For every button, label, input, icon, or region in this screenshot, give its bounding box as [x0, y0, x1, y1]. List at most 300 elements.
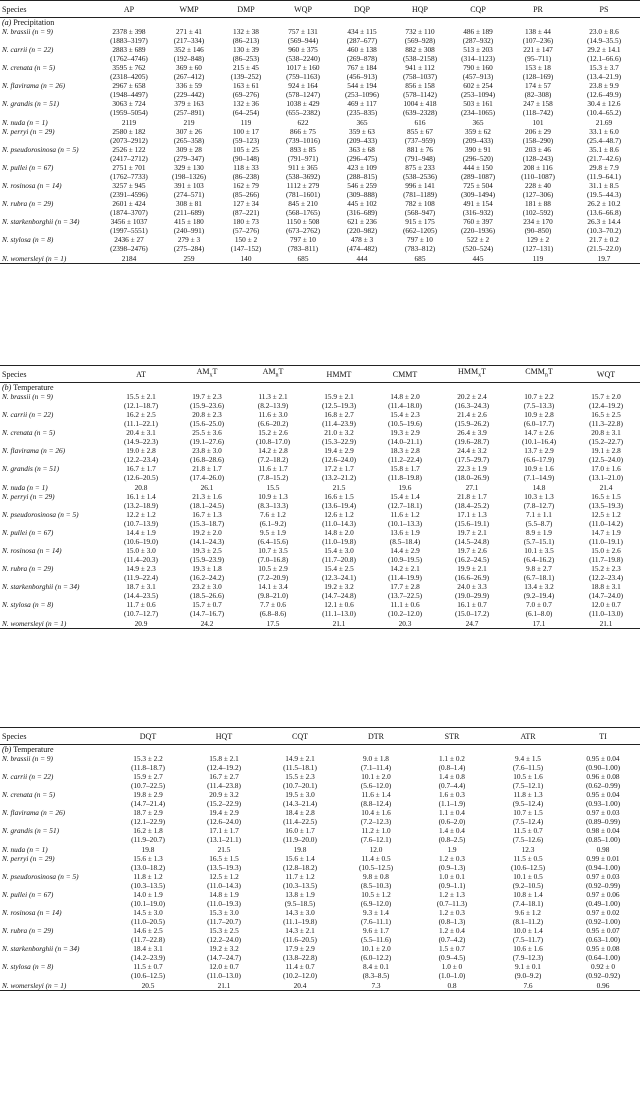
- range-cell: (6.8–8.6): [259, 609, 287, 618]
- mean-cell: 15.6 ± 1.3: [133, 854, 163, 863]
- mean-cell: 757 ± 131: [288, 27, 318, 36]
- range-cell: (569–944): [287, 36, 319, 45]
- table-row: [0, 772, 640, 781]
- mean-cell: 0.92 ± 0: [590, 962, 616, 971]
- mean-cell: 10.0 ± 1.4: [513, 926, 543, 935]
- range-cell: (12.6–49.9): [586, 90, 622, 99]
- column-header: DQP: [353, 4, 370, 14]
- mean-cell: 15.4 ± 2.5: [324, 564, 354, 573]
- mean-cell: 180 ± 73: [233, 217, 259, 226]
- table-header-row: [0, 728, 640, 745]
- mean-cell: 101: [532, 117, 544, 127]
- range-cell: (15.9–23.9): [189, 555, 225, 564]
- species-name: N. carrii (n = 22): [2, 45, 54, 54]
- mean-cell: 10.1 ± 2.0: [361, 944, 391, 953]
- table-row: [0, 944, 640, 953]
- range-cell: (8.3–8.5): [362, 971, 390, 980]
- mean-cell: 14.9 ± 2.1: [285, 754, 315, 763]
- mean-cell: 10.5 ± 1.6: [513, 772, 543, 781]
- range-row: [0, 136, 640, 145]
- range-cell: (15.6–19.1): [454, 519, 490, 528]
- range-cell: (217–334): [173, 36, 205, 45]
- mean-cell: 2526 ± 122: [112, 145, 146, 154]
- table-header-row: [0, 366, 640, 383]
- range-cell: (791–948): [404, 154, 436, 163]
- range-cell: (127–306): [522, 190, 554, 199]
- range-cell: (520–524): [462, 244, 494, 253]
- range-cell: (25.4–48.7): [586, 136, 622, 145]
- mean-cell: 996 ± 141: [405, 181, 435, 190]
- column-header: AP: [123, 4, 135, 14]
- range-row: [0, 437, 640, 446]
- range-cell: (0.8–1.3): [438, 917, 466, 926]
- mean-cell: 14.3 ± 3.0: [285, 908, 315, 917]
- mean-cell: 12.3: [521, 844, 535, 854]
- range-cell: (192–848): [173, 54, 205, 63]
- mean-cell: 31.1 ± 8.5: [589, 181, 619, 190]
- range-cell: (15.3–18.7): [189, 519, 225, 528]
- range-cell: (13.2–18.9): [123, 501, 159, 510]
- species-name: N. starkenborghii (n = 34): [2, 217, 80, 226]
- range-cell: (11.0–14.2): [589, 519, 623, 528]
- range-cell: (10.1–16.4): [521, 437, 557, 446]
- species-name: N. crenata (n = 5): [2, 790, 56, 799]
- empty-cell: [0, 154, 98, 163]
- table-row: [0, 235, 640, 244]
- range-cell: (538–3692): [285, 172, 321, 181]
- range-row: [0, 971, 640, 980]
- mean-cell: 2436 ± 27: [114, 235, 144, 244]
- column-header: DTR: [368, 731, 384, 741]
- range-cell: (673–2762): [285, 226, 321, 235]
- mean-cell: 279 ± 3: [177, 235, 201, 244]
- range-cell: (474–482): [346, 244, 378, 253]
- range-row: [0, 72, 640, 81]
- range-cell: (14.9–22.3): [123, 437, 159, 446]
- range-cell: (7.5–12.6): [512, 835, 544, 844]
- mean-cell: 767 ± 184: [347, 63, 377, 72]
- mean-cell: 30.4 ± 12.6: [587, 99, 621, 108]
- section-letter: (a): [2, 18, 12, 27]
- table-row: [0, 482, 640, 492]
- table-row: [0, 510, 640, 519]
- mean-cell: 26.2 ± 10.2: [587, 199, 621, 208]
- species-name: N. flavirama (n = 26): [2, 446, 66, 455]
- mean-cell: 29.8 ± 7.9: [589, 163, 619, 172]
- species-name: N. rubra (n = 29): [2, 926, 54, 935]
- mean-cell: 17.9 ± 2.9: [285, 944, 315, 953]
- range-cell: (0.94–1.00): [585, 863, 621, 872]
- table-row: [0, 99, 640, 108]
- mean-cell: 363 ± 68: [349, 145, 375, 154]
- mean-cell: 11.8 ± 1.2: [133, 872, 163, 881]
- mean-cell: 308 ± 81: [176, 199, 202, 208]
- range-cell: (2417–2712): [110, 154, 148, 163]
- mean-cell: 100 ± 17: [233, 127, 259, 136]
- range-row: [0, 455, 640, 464]
- range-cell: (783–811): [287, 244, 319, 253]
- mean-cell: 797 ± 10: [290, 235, 316, 244]
- range-cell: (6.4–15.6): [257, 537, 289, 546]
- range-cell: (13.6–19.4): [321, 501, 357, 510]
- range-cell: (10.7–22.5): [130, 781, 166, 790]
- range-cell: (12.6–20.5): [123, 473, 159, 482]
- species-name: N. womersleyi (n = 1): [2, 980, 67, 990]
- range-cell: (6.1–9.2): [259, 519, 287, 528]
- mean-cell: 13.6 ± 1.9: [390, 528, 420, 537]
- mean-cell: 16.2 ± 2.5: [126, 410, 156, 419]
- range-cell: (13.5–19.3): [206, 863, 242, 872]
- mean-cell: 23.0 ± 8.6: [589, 27, 619, 36]
- mean-cell: 14.6 ± 2.5: [133, 926, 163, 935]
- empty-cell: [0, 172, 98, 181]
- section-title: Precipitation: [13, 18, 55, 27]
- range-cell: (7.1–11.4): [360, 763, 392, 772]
- range-row: [0, 799, 640, 808]
- range-cell: (0.9–1.3): [438, 863, 466, 872]
- range-cell: (309–1494): [460, 190, 496, 199]
- range-cell: (5.7–15.1): [523, 537, 555, 546]
- column-header: HMMT: [326, 369, 352, 379]
- range-cell: (316–689): [346, 208, 378, 217]
- range-cell: (59–123): [232, 136, 260, 145]
- range-cell: (11.0–13.0): [207, 971, 241, 980]
- mean-cell: 911 ± 365: [288, 163, 318, 172]
- mean-cell: 10.7 ± 1.5: [513, 808, 543, 817]
- range-cell: (1762–4746): [110, 54, 148, 63]
- range-cell: (19.6–28.7): [454, 437, 490, 446]
- species-name: N. rosinosa (n = 14): [2, 908, 62, 917]
- range-cell: (289–1087): [460, 172, 496, 181]
- empty-cell: [0, 419, 108, 428]
- empty-cell: [0, 473, 108, 482]
- species-name: N. brassii (n = 9): [2, 754, 53, 763]
- mean-cell: 15.2 ± 2.3: [591, 564, 621, 573]
- range-cell: (64–254): [232, 108, 260, 117]
- mean-cell: 221 ± 147: [523, 45, 553, 54]
- range-cell: (10.4–65.2): [586, 108, 622, 117]
- mean-cell: 20.4: [293, 980, 307, 990]
- species-name: N. rubra (n = 29): [2, 199, 54, 208]
- range-cell: (783–812): [404, 244, 436, 253]
- range-cell: (14.9–35.5): [586, 36, 622, 45]
- mean-cell: 7.1 ± 1.1: [526, 510, 552, 519]
- section-letter: (b): [2, 383, 12, 392]
- mean-cell: 21.5: [332, 482, 346, 492]
- species-name: N. womersleyi (n = 1): [2, 618, 67, 628]
- empty-cell: [0, 899, 110, 908]
- range-cell: (655–2382): [285, 108, 321, 117]
- range-cell: (7.6–11.5): [512, 763, 544, 772]
- mean-cell: 11.4 ± 0.7: [285, 962, 315, 971]
- range-cell: (6.1–8.0): [525, 609, 553, 618]
- table-row: [0, 81, 640, 90]
- range-cell: (229–442): [173, 90, 205, 99]
- mean-cell: 11.5 ± 0.7: [133, 962, 163, 971]
- mean-cell: 1.2 ± 0.3: [439, 908, 465, 917]
- range-cell: (13.7–22.5): [387, 591, 423, 600]
- range-cell: (11.5–18.1): [283, 763, 317, 772]
- range-row: [0, 609, 640, 618]
- range-row: [0, 935, 640, 944]
- range-cell: (538–2158): [402, 54, 438, 63]
- range-cell: (14.5–24.8): [454, 537, 490, 546]
- mean-cell: 35.1 ± 8.6: [589, 145, 619, 154]
- mean-cell: 21.3 ± 1.6: [192, 492, 222, 501]
- range-cell: (12.2–23.4): [123, 455, 159, 464]
- range-cell: (309–888): [346, 190, 378, 199]
- mean-cell: 10.5 ± 2.9: [258, 564, 288, 573]
- mean-cell: 12.5 ± 1.2: [209, 872, 239, 881]
- mean-cell: 174 ± 57: [525, 81, 551, 90]
- mean-cell: 24.2: [200, 618, 214, 628]
- mean-cell: 14.3 ± 2.1: [285, 926, 315, 935]
- mean-cell: 12.5 ± 1.2: [591, 510, 621, 519]
- range-cell: (6.6–20.2): [257, 419, 289, 428]
- mean-cell: 3595 ± 762: [112, 63, 146, 72]
- mean-cell: 16.7 ± 2.7: [209, 772, 239, 781]
- column-header: WMP: [179, 4, 199, 14]
- empty-cell: [0, 835, 110, 844]
- mean-cell: 10.9 ± 1.3: [258, 492, 288, 501]
- range-cell: (16.2–24.5): [454, 555, 490, 564]
- range-cell: (86–213): [232, 36, 260, 45]
- range-cell: (209–433): [346, 136, 378, 145]
- range-cell: (16.8–28.6): [189, 455, 225, 464]
- range-cell: (12.6–24.0): [321, 455, 357, 464]
- species-name: N. flavirama (n = 26): [2, 808, 66, 817]
- range-cell: (1762–7733): [110, 172, 148, 181]
- mean-cell: 16.6 ± 1.5: [324, 492, 354, 501]
- mean-cell: 790 ± 160: [463, 63, 493, 72]
- mean-cell: 14.7 ± 1.9: [591, 528, 621, 537]
- range-cell: (267–412): [173, 72, 205, 81]
- empty-cell: [0, 573, 108, 582]
- mean-cell: 19.9 ± 2.1: [457, 564, 487, 573]
- range-cell: (1.1–1.9): [438, 799, 466, 808]
- mean-cell: 491 ± 154: [463, 199, 493, 208]
- mean-cell: 10.3 ± 1.3: [524, 492, 554, 501]
- range-cell: (10.7–12.7): [123, 609, 159, 618]
- range-cell: (102–592): [522, 208, 554, 217]
- mean-cell: 127 ± 34: [233, 199, 259, 208]
- mean-cell: 21.5: [217, 844, 231, 854]
- mean-cell: 9.1 ± 0.1: [515, 962, 541, 971]
- column-header: HQT: [215, 731, 233, 741]
- range-cell: (14.7–24.7): [206, 953, 242, 962]
- range-cell: (10.2–12.0): [387, 609, 423, 618]
- range-cell: (10.3–13.5): [130, 881, 166, 890]
- range-cell: (7.9–12.3): [512, 953, 544, 962]
- table-row: [0, 45, 640, 54]
- mean-cell: 24.0 ± 3.3: [457, 582, 487, 591]
- range-cell: (12.1–18.7): [123, 401, 159, 410]
- mean-cell: 14.8 ± 2.0: [324, 528, 354, 537]
- column-header: PR: [533, 4, 543, 14]
- mean-cell: 19.7 ± 2.1: [457, 528, 487, 537]
- range-cell: (11.4–23.8): [207, 781, 241, 790]
- mean-cell: 379 ± 163: [174, 99, 204, 108]
- mean-cell: 0.98: [596, 844, 610, 854]
- mean-cell: 15.0 ± 3.0: [126, 546, 156, 555]
- mean-cell: 11.3 ± 2.1: [258, 392, 288, 401]
- range-row: [0, 154, 640, 163]
- range-cell: (0.7–4.2): [438, 935, 466, 944]
- species-name: N. stylosa (n = 8): [2, 600, 54, 609]
- range-cell: (7.5–13.3): [523, 401, 555, 410]
- empty-cell: [0, 799, 110, 808]
- mean-cell: 20.3: [398, 618, 412, 628]
- range-cell: (7.5–11.7): [512, 935, 544, 944]
- range-cell: (14.7–24.0): [588, 591, 624, 600]
- mean-cell: 206 ± 29: [525, 127, 551, 136]
- mean-cell: 602 ± 254: [463, 81, 493, 90]
- range-row: [0, 244, 640, 253]
- mean-cell: 3456 ± 1037: [110, 217, 148, 226]
- mean-cell: 12.0: [369, 844, 383, 854]
- mean-cell: 1112 ± 279: [286, 181, 320, 190]
- mean-cell: 9.6 ± 1.2: [515, 908, 541, 917]
- range-cell: (12.7–18.1): [387, 501, 423, 510]
- mean-cell: 365: [472, 117, 484, 127]
- mean-cell: 622: [297, 117, 309, 127]
- mean-cell: 1.2 ± 0.3: [439, 854, 465, 863]
- mean-cell: 13.8 ± 1.9: [285, 890, 315, 899]
- mean-cell: 0.8: [447, 980, 457, 990]
- range-cell: (10.6–12.5): [510, 863, 546, 872]
- mean-cell: 10.9 ± 2.8: [524, 410, 554, 419]
- range-cell: (8.5–10.3): [360, 881, 392, 890]
- mean-cell: 0.96 ± 0.08: [586, 772, 620, 781]
- table-body: [0, 745, 640, 991]
- mean-cell: 445: [472, 253, 484, 263]
- range-cell: (10.7–13.9): [123, 519, 159, 528]
- species-name: N. nuda (n = 1): [2, 844, 48, 854]
- mean-cell: 0.99 ± 0.01: [586, 854, 620, 863]
- mean-cell: 16.7 ± 1.7: [126, 464, 156, 473]
- column-header: $HMM_xT$: [458, 367, 486, 379]
- section-label: [0, 383, 640, 393]
- range-cell: (14.2–23.9): [130, 953, 166, 962]
- mean-cell: 15.4 ± 1.4: [390, 492, 420, 501]
- mean-cell: 12.2 ± 1.2: [126, 510, 156, 519]
- range-cell: (456–913): [346, 72, 378, 81]
- mean-cell: 732 ± 110: [405, 27, 435, 36]
- range-cell: (5.6–12.0): [360, 781, 392, 790]
- table-row: [0, 980, 640, 991]
- species-name: N. grandis (n = 51): [2, 99, 60, 108]
- mean-cell: 24.4 ± 3.2: [457, 446, 487, 455]
- mean-cell: 219: [183, 117, 195, 127]
- column-header: ATR: [520, 731, 536, 741]
- mean-cell: 469 ± 117: [347, 99, 377, 108]
- mean-cell: 19.3 ± 2.9: [390, 428, 420, 437]
- range-cell: (234–1065): [460, 108, 496, 117]
- mean-cell: 2967 ± 658: [112, 81, 146, 90]
- mean-cell: 9.0 ± 1.8: [363, 754, 389, 763]
- column-header: $AM_xT$: [196, 367, 218, 379]
- species-name: N. grandis (n = 51): [2, 826, 60, 835]
- empty-cell: [0, 437, 108, 446]
- mean-cell: 17.1 ± 1.3: [457, 510, 487, 519]
- range-cell: (10.9–19.5): [387, 555, 423, 564]
- mean-cell: 445 ± 102: [347, 199, 377, 208]
- mean-cell: 1.9: [447, 844, 457, 854]
- empty-cell: [0, 190, 98, 199]
- section-label-row: [0, 18, 640, 28]
- mean-cell: 162 ± 79: [233, 181, 259, 190]
- mean-cell: 14.8 ± 2.0: [390, 392, 420, 401]
- mean-cell: 19.2 ± 3.2: [324, 582, 354, 591]
- range-row: [0, 54, 640, 63]
- range-cell: (5.5–8.7): [525, 519, 553, 528]
- section-label-row: [0, 745, 640, 755]
- mean-cell: 9.8 ± 2.7: [526, 564, 552, 573]
- section-label: [0, 745, 640, 755]
- range-cell: (0.49–1.00): [585, 899, 621, 908]
- range-cell: (0.64–1.00): [585, 953, 621, 962]
- mean-cell: 7.7 ± 0.6: [260, 600, 286, 609]
- range-row: [0, 763, 640, 772]
- empty-cell: [0, 555, 108, 564]
- mean-cell: 0.97 ± 0.03: [586, 872, 620, 881]
- mean-cell: 352 ± 146: [174, 45, 204, 54]
- mean-cell: 0.95 ± 0.04: [586, 754, 620, 763]
- mean-cell: 11.6 ± 3.0: [258, 410, 288, 419]
- empty-cell: [0, 72, 98, 81]
- mean-cell: 17.2 ± 1.7: [324, 464, 354, 473]
- range-cell: (11.6–20.5): [283, 935, 317, 944]
- range-cell: (12.4–19.2): [588, 401, 624, 410]
- mean-cell: 16.1 ± 0.7: [457, 600, 487, 609]
- mean-cell: 26.1: [200, 482, 214, 492]
- mean-cell: 11.6 ± 1.2: [390, 510, 420, 519]
- range-cell: (8.8–12.4): [360, 799, 392, 808]
- range-cell: (13.0–18.2): [130, 863, 166, 872]
- empty-cell: [0, 881, 110, 890]
- range-cell: (1997–5551): [110, 226, 148, 235]
- column-header: $AM_nT$: [262, 367, 284, 379]
- range-cell: (568–1765): [285, 208, 321, 217]
- mean-cell: 915 ± 175: [405, 217, 435, 226]
- empty-cell: [0, 953, 110, 962]
- mean-cell: 21.0 ± 3.2: [324, 428, 354, 437]
- mean-cell: 26.4 ± 3.9: [457, 428, 487, 437]
- mean-cell: 16.1 ± 1.4: [126, 492, 156, 501]
- mean-cell: 866 ± 75: [290, 127, 316, 136]
- empty-cell: [0, 455, 108, 464]
- species-name: N. womersleyi (n = 1): [2, 253, 67, 263]
- range-cell: (10.8–17.0): [255, 437, 291, 446]
- range-cell: (11.1–19.8): [283, 917, 317, 926]
- range-cell: (1883–3197): [110, 36, 148, 45]
- range-row: [0, 36, 640, 45]
- range-cell: (11.0–13.0): [589, 609, 623, 618]
- mean-cell: 247 ± 158: [523, 99, 553, 108]
- mean-cell: 11.6 ± 1.7: [258, 464, 288, 473]
- range-cell: (0.92–0.99): [585, 881, 621, 890]
- mean-cell: 369 ± 60: [176, 63, 202, 72]
- empty-cell: [0, 519, 108, 528]
- range-cell: (16.6–26.9): [454, 573, 490, 582]
- range-cell: (287–932): [462, 36, 494, 45]
- range-cell: (9.2–19.4): [523, 591, 555, 600]
- empty-cell: [0, 401, 108, 410]
- mean-cell: 307 ± 26: [176, 127, 202, 136]
- mean-cell: 855 ± 67: [407, 127, 433, 136]
- mean-cell: 1017 ± 160: [286, 63, 320, 72]
- range-cell: (11.0–14.3): [322, 519, 356, 528]
